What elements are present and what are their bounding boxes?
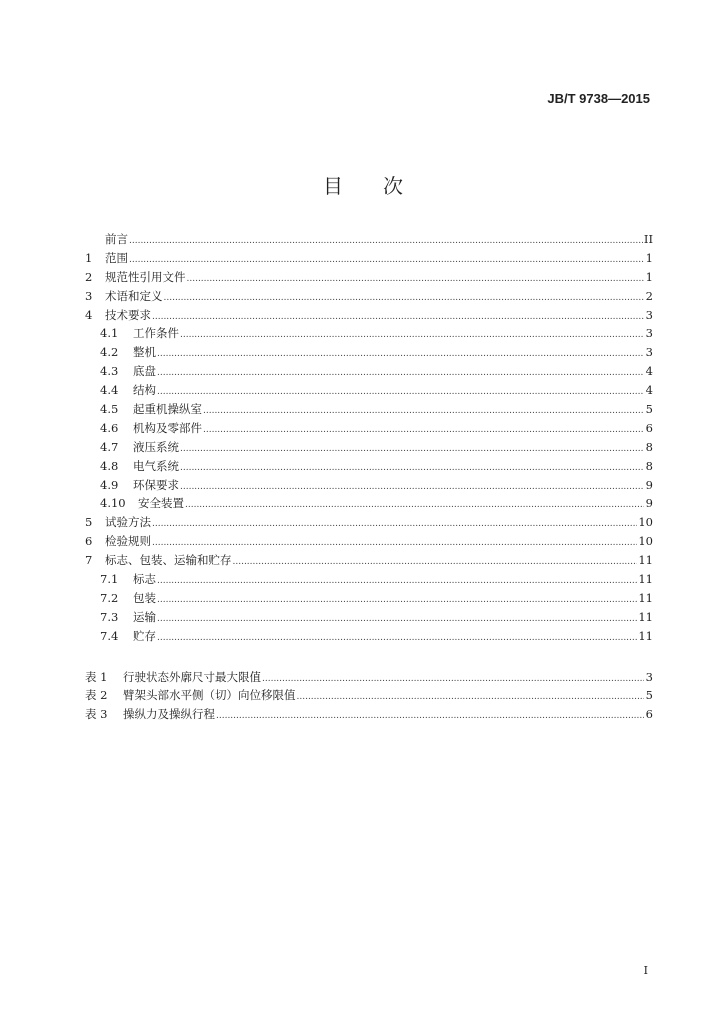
page-title: 目次	[323, 174, 443, 198]
entry-number: 4.6	[100, 420, 119, 435]
toc-entry[interactable]	[85, 532, 653, 551]
entry-number: 5	[85, 515, 93, 530]
entry-title: 安全装置	[138, 496, 184, 511]
entry-number: 1	[85, 250, 93, 265]
dot-leader	[152, 532, 637, 553]
toc-entry[interactable]	[85, 476, 653, 495]
dot-leader	[216, 705, 644, 726]
toc-entry[interactable]	[85, 513, 653, 532]
dot-leader	[157, 343, 644, 364]
toc-entry[interactable]	[85, 457, 653, 476]
dot-leader	[185, 494, 644, 515]
entry-number: 7.1	[100, 572, 119, 587]
toc-entry[interactable]	[85, 608, 653, 627]
entry-page: 3	[645, 307, 653, 322]
entry-title: 操纵力及操纵行程	[123, 707, 215, 722]
entry-page: 1	[645, 250, 653, 265]
dot-leader	[157, 381, 644, 402]
entry-title: 包装	[133, 590, 156, 605]
entry-number: 4.10	[100, 496, 126, 511]
entry-number: 4.9	[100, 477, 119, 492]
dot-leader	[157, 608, 637, 629]
entry-page: 11	[638, 553, 653, 568]
table-list-entry[interactable]	[85, 668, 653, 687]
entry-page: 10	[638, 534, 653, 549]
dot-leader	[297, 686, 645, 707]
dot-leader	[180, 476, 644, 497]
toc-entry[interactable]	[85, 381, 653, 400]
dot-leader	[187, 268, 645, 289]
entry-title: 范围	[105, 250, 128, 265]
entry-title: 术语和定义	[105, 288, 163, 303]
toc-entry[interactable]	[85, 287, 653, 306]
table-of-contents	[85, 230, 653, 724]
entry-page: 3	[645, 326, 653, 341]
entry-page: 2	[645, 288, 653, 303]
entry-title: 行驶状态外廓尺寸最大限值	[123, 669, 261, 684]
entry-page: 4	[645, 383, 653, 398]
toc-entry[interactable]	[85, 627, 653, 646]
entry-number: 7.4	[100, 628, 119, 643]
toc-entry[interactable]	[85, 438, 653, 457]
entry-number: 4.3	[100, 364, 119, 379]
dot-leader	[180, 457, 644, 478]
toc-entry[interactable]	[85, 589, 653, 608]
table-list-entry[interactable]	[85, 686, 653, 705]
dot-leader	[152, 306, 644, 327]
entry-number: 4	[85, 307, 93, 322]
entry-title: 结构	[133, 383, 156, 398]
toc-entry[interactable]	[85, 268, 653, 287]
entry-page: 11	[638, 628, 653, 643]
entry-page: 10	[638, 515, 653, 530]
dot-leader	[233, 551, 638, 572]
entry-page: 3	[645, 345, 653, 360]
entry-number: 3	[85, 288, 93, 303]
toc-entry[interactable]	[85, 551, 653, 570]
entry-page: 9	[645, 496, 653, 511]
entry-title: 电气系统	[133, 458, 179, 473]
entry-page: 8	[645, 439, 653, 454]
dot-leader	[157, 627, 637, 648]
entry-number: 7.3	[100, 609, 119, 624]
entry-title: 液压系统	[133, 439, 179, 454]
entry-title: 机构及零部件	[133, 420, 202, 435]
toc-entry[interactable]	[85, 343, 653, 362]
table-list-entry[interactable]	[85, 705, 653, 724]
entry-page: 4	[645, 364, 653, 379]
dot-leader	[164, 287, 645, 308]
entry-page: II	[643, 232, 653, 246]
toc-entry[interactable]	[85, 570, 653, 589]
entry-title: 整机	[133, 345, 156, 360]
entry-title: 运输	[133, 609, 156, 624]
entry-number: 7	[85, 553, 93, 568]
entry-page: 6	[645, 420, 653, 435]
toc-entry[interactable]	[85, 324, 653, 343]
entry-page: 11	[638, 590, 653, 605]
toc-entry[interactable]	[85, 249, 653, 268]
dot-leader	[180, 438, 644, 459]
entry-number: 表 2	[85, 688, 108, 703]
entry-title: 贮存	[133, 628, 156, 643]
entry-number: 4.1	[100, 326, 119, 341]
dot-leader	[262, 668, 644, 689]
entry-title: 工作条件	[133, 326, 179, 341]
entry-page: 11	[638, 572, 653, 587]
standard-number: JB/T 9738—2015	[547, 91, 650, 106]
dot-leader	[157, 570, 637, 591]
entry-number: 7.2	[100, 590, 119, 605]
dot-leader	[203, 400, 644, 421]
entry-number: 4.7	[100, 439, 119, 454]
entry-page: 1	[645, 269, 653, 284]
toc-entry[interactable]	[85, 419, 653, 438]
dot-leader	[203, 419, 644, 440]
entry-title: 技术要求	[105, 307, 151, 322]
dot-leader	[129, 230, 643, 251]
entry-number: 4.8	[100, 458, 119, 473]
entry-title: 环保要求	[133, 477, 179, 492]
entry-number: 表 1	[85, 669, 108, 684]
dot-leader	[152, 513, 637, 534]
entry-number: 6	[85, 534, 93, 549]
entry-page: 9	[645, 477, 653, 492]
entry-title: 前言	[105, 232, 128, 246]
entry-page: 5	[645, 688, 653, 703]
entry-title: 试验方法	[105, 515, 151, 530]
dot-leader	[157, 362, 644, 383]
entry-title: 规范性引用文件	[105, 269, 186, 284]
entry-page: 8	[645, 458, 653, 473]
dot-leader	[180, 324, 644, 345]
entry-title: 标志、包装、运输和贮存	[105, 553, 232, 568]
entry-title: 起重机操纵室	[133, 402, 202, 417]
toc-entry[interactable]	[85, 230, 653, 249]
entry-title: 臂架头部水平侧（切）向位移限值	[123, 688, 296, 703]
toc-entry[interactable]	[85, 306, 653, 325]
page-number: I	[643, 964, 648, 977]
entry-page: 5	[645, 402, 653, 417]
entry-title: 标志	[133, 572, 156, 587]
entry-title: 检验规则	[105, 534, 151, 549]
dot-leader	[129, 249, 644, 270]
entry-page: 3	[645, 669, 653, 684]
entry-number: 表 3	[85, 707, 108, 722]
toc-entry[interactable]	[85, 494, 653, 513]
toc-entry[interactable]	[85, 362, 653, 381]
entry-number: 4.5	[100, 402, 119, 417]
spacer	[85, 646, 653, 668]
entry-page: 6	[645, 707, 653, 722]
entry-number: 4.4	[100, 383, 119, 398]
entry-page: 11	[638, 609, 653, 624]
entry-title: 底盘	[133, 364, 156, 379]
dot-leader	[157, 589, 637, 610]
entry-number: 4.2	[100, 345, 119, 360]
toc-entry[interactable]	[85, 400, 653, 419]
entry-number: 2	[85, 269, 93, 284]
